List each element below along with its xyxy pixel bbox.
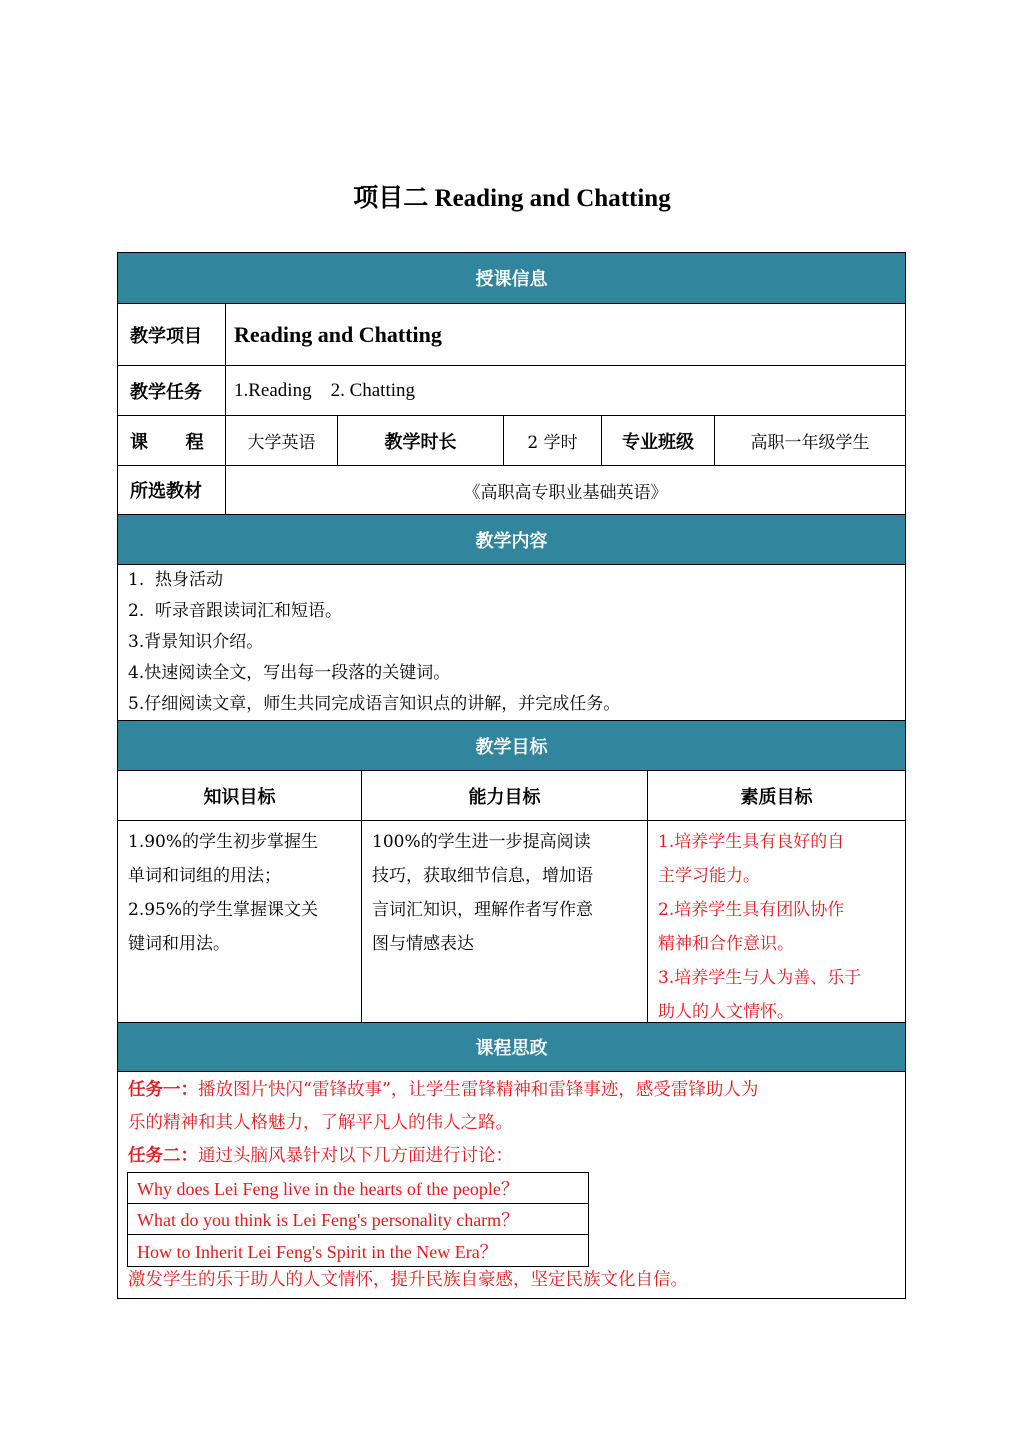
- lesson-plan-table: [117, 252, 906, 1299]
- project-label: 教学项目: [118, 304, 226, 365]
- section-header-content: 教学内容: [118, 515, 905, 565]
- section-header-ideology: 课程思政: [118, 1023, 905, 1072]
- discussion-questions-table: [127, 1172, 589, 1267]
- ability-goals: [362, 821, 648, 1022]
- section-header-goals: 教学目标: [118, 721, 905, 771]
- class-value: 高职一年级学生: [750, 433, 870, 453]
- project-value: Reading and Chatting: [234, 321, 442, 347]
- class-label: 专业班级: [602, 416, 715, 465]
- quality-goal-line: 2.培养学生具有团队协作: [658, 900, 845, 920]
- discussion-question: Why does Lei Feng live in the hearts of the people？: [128, 1173, 588, 1204]
- row-textbook: [118, 466, 905, 515]
- ability-goal-line: 技巧，获取细节信息，增加语: [372, 866, 593, 886]
- knowledge-goal-line: 1.90%的学生初步掌握生: [128, 832, 319, 852]
- discussion-question: How to Inherit Lei Feng's Spirit in the New Era？: [137, 1241, 498, 1262]
- goals-content-row: [118, 821, 905, 1023]
- quality-goal-line: 1.培养学生具有良好的自: [658, 832, 845, 852]
- ability-goal-header: 能力目标: [362, 771, 648, 820]
- quality-goal-line: 助人的人文情怀。: [658, 1002, 794, 1022]
- content-item: 1. 热身活动: [128, 570, 224, 590]
- ideology-content: [118, 1072, 905, 1298]
- section-header-info: 授课信息: [118, 253, 905, 304]
- content-item: 2. 听录音跟读词汇和短语。: [128, 601, 343, 621]
- task-one-text-cont: 乐的精神和其人格魅力，了解平凡人的伟人之路。: [128, 1113, 513, 1133]
- textbook-label: 所选教材: [118, 466, 226, 514]
- row-task: [118, 366, 905, 416]
- quality-goal-header: 素质目标: [740, 786, 813, 808]
- task-one-text: 播放图片快闪“雷锋故事”，让学生雷锋精神和雷锋事迹，感受雷锋助人为: [198, 1080, 759, 1100]
- hours-label: 教学时长: [338, 416, 504, 465]
- quality-goal-line: 精神和合作意识。: [658, 934, 794, 954]
- knowledge-goal-header: 知识目标: [118, 771, 362, 820]
- row-project: [118, 304, 905, 366]
- content-item: 3.背景知识介绍。: [128, 632, 264, 652]
- knowledge-goal-line: 单词和词组的用法；: [128, 866, 281, 886]
- task-two-label: 任务二：: [128, 1146, 198, 1166]
- knowledge-goal-line: 键词和用法。: [128, 934, 230, 954]
- ability-goal-line: 言词汇知识，理解作者写作意: [372, 900, 593, 920]
- content-list: [118, 565, 905, 721]
- quality-goals: [648, 821, 905, 1022]
- ability-goal-line: 图与情感表达: [372, 934, 474, 954]
- course-value: 大学英语: [226, 416, 338, 465]
- knowledge-goals: [118, 821, 362, 1022]
- task-label: 教学任务: [118, 366, 226, 415]
- ability-goal-line: 100%的学生进一步提高阅读: [372, 832, 591, 852]
- closing-statement: 激发学生的乐于助人的人文情怀，提升民族自豪感，坚定民族文化自信。: [128, 1270, 688, 1290]
- discussion-question: What do you think is Lei Feng's personality charm？: [128, 1204, 588, 1235]
- row-course: [118, 416, 905, 466]
- quality-goal-line: 主学习能力。: [658, 866, 760, 886]
- content-item: 5.仔细阅读文章，师生共同完成语言知识点的讲解，并完成任务。: [128, 694, 621, 714]
- course-label: 课 程: [118, 416, 226, 465]
- hours-value: 2 学时: [504, 416, 602, 465]
- task-two-text: 通过头脑风暴针对以下几方面进行讨论：: [198, 1146, 513, 1166]
- quality-goal-line: 3.培养学生与人为善、乐于: [658, 968, 862, 988]
- task-one: [128, 1074, 758, 1173]
- goals-header-row: [118, 771, 905, 821]
- page-title: 项目二 Reading and Chatting: [353, 185, 671, 212]
- textbook-value: 《高职高专职业基础英语》: [463, 482, 668, 503]
- content-item: 4.快速阅读全文，写出每一段落的关键词。: [128, 663, 451, 683]
- task-one-label: 任务一：: [128, 1080, 198, 1100]
- knowledge-goal-line: 2.95%的学生掌握课文关: [128, 900, 319, 920]
- task-value: 1.Reading 2. Chatting: [234, 379, 416, 401]
